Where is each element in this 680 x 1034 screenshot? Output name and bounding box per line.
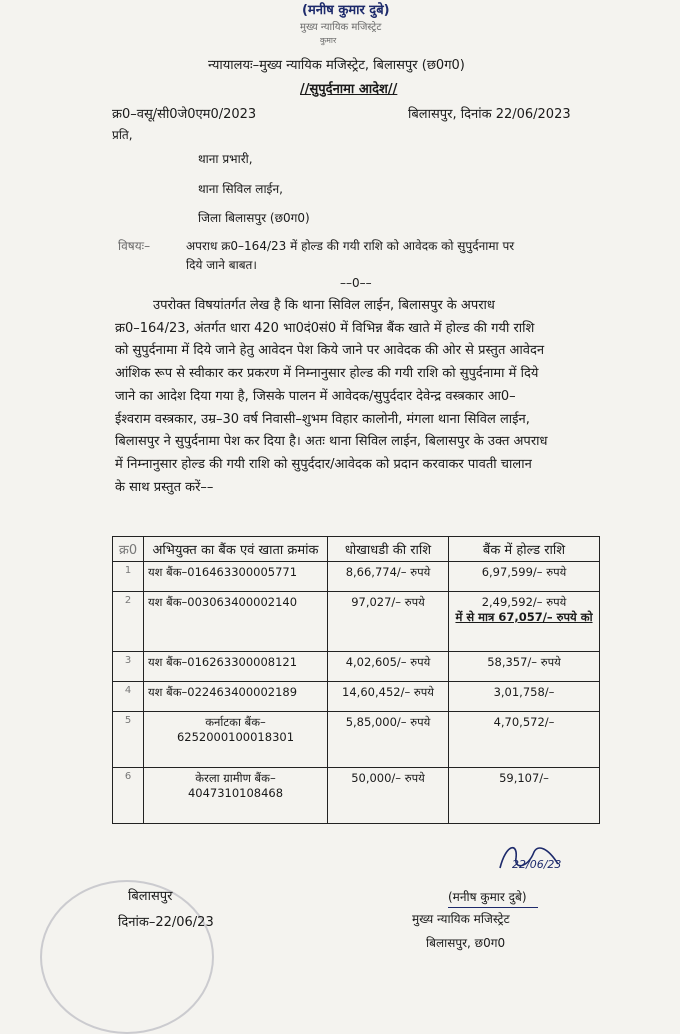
court-seal-stamp xyxy=(40,880,214,1034)
table-row xyxy=(113,652,600,682)
row-serial: 6 xyxy=(113,768,144,824)
header-hold-amount: बैंक में होल्ड राशि xyxy=(449,537,600,562)
reference-number: क्र0–वसू/सी0जे0एम0/2023 xyxy=(112,107,257,122)
row-account: यश बैंक–016263300008121 xyxy=(144,652,328,682)
row-hold-amount: 3,01,758/– xyxy=(449,682,600,712)
sign-post: मुख्य न्यायिक मजिस्ट्रेट xyxy=(412,912,510,926)
row-hold-amount: 58,357/– रुपये xyxy=(449,652,600,682)
small-mark: कुमार xyxy=(320,36,337,45)
table-row xyxy=(113,562,600,592)
header-serial: क्र0 xyxy=(113,537,144,562)
row-serial: 3 xyxy=(113,652,144,682)
recipient-line-1: थाना प्रभारी, xyxy=(198,152,253,166)
header-fraud-amount: धोखाधडी की राशि xyxy=(328,537,449,562)
sign-name: (मनीष कुमार दुबे) xyxy=(448,890,527,904)
row-hold-note: में से मात्र 67,057/– रुपये को xyxy=(455,610,593,624)
body-line: को सुपुर्दनामा में दिये जाने हेतु आवेदन पेश किये जाने पर आवेदक की ओर से प्रस्तुत आवेदन xyxy=(115,343,545,359)
hold-amount-table xyxy=(112,536,600,824)
order-body xyxy=(115,295,595,499)
sign-underline xyxy=(448,906,538,908)
prati-label: प्रति, xyxy=(112,128,133,142)
body-line: के साथ प्रस्तुत करें–– xyxy=(115,479,214,495)
officer-name-header: (मनीष कुमार दुबे) xyxy=(302,3,390,18)
footer-date: दिनांक–22/06/23 xyxy=(118,915,214,930)
body-line: उपरोक्त विषयांतर्गत लेख है कि थाना सिविल लाईन, बिलासपुर के अपराध xyxy=(153,298,495,313)
row-serial: 4 xyxy=(113,682,144,712)
sign-place: बिलासपुर, छ0ग0 xyxy=(426,936,506,950)
row-fraud-amount: 14,60,452/– रुपये xyxy=(328,682,449,712)
body-line: जाने का आदेश दिया गया है, जिसके पालन में आवेदक/सुपुर्ददार देवेन्द्र वस्त्रकार आ0– xyxy=(115,388,516,404)
footer-place: बिलासपुर xyxy=(128,889,173,904)
body-line: क्र0–164/23, अंतर्गत धारा 420 भा0दं0सं0 में विभिन्न बैंक खाते में होल्ड की गयी राशि xyxy=(115,320,535,336)
table-header-row xyxy=(113,537,600,562)
body-line: बिलासपुर ने सुपुर्दनामा पेश कर दिया है। अतः थाना सिविल लाईन, बिलासपुर के उक्त अपराध xyxy=(115,434,548,450)
order-title: //सुपुर्दनामा आदेश// xyxy=(300,82,398,97)
recipient-line-2: थाना सिविल लाईन, xyxy=(198,182,283,196)
place-date: बिलासपुर, दिनांक 22/06/2023 xyxy=(408,107,571,122)
row-hold-amount: 2,49,592/– रुपये xyxy=(481,595,567,609)
row-account: यश बैंक–022463400002189 xyxy=(144,682,328,712)
row-account: केरला ग्रामीण बैंक– 4047310108468 xyxy=(144,768,328,824)
officer-post-header: मुख्य न्यायिक मजिस्ट्रेट xyxy=(300,22,382,33)
row-fraud-amount: 4,02,605/– रुपये xyxy=(328,652,449,682)
row-fraud-amount: 8,66,774/– रुपये xyxy=(328,562,449,592)
subject-line-2: दिये जाने बाबत। xyxy=(186,258,257,272)
table-row xyxy=(113,768,600,824)
subject-line-1: अपराध क्र0–164/23 में होल्ड की गयी राशि को आवेदक को सुपुर्दनामा पर xyxy=(186,239,515,253)
row-hold-cell xyxy=(449,592,600,652)
court-name: न्यायालयः–मुख्य न्यायिक मजिस्ट्रेट, बिलासपुर (छ0ग0) xyxy=(208,58,465,73)
table-row xyxy=(113,592,600,652)
row-fraud-amount: 50,000/– रुपये xyxy=(328,768,449,824)
row-hold-amount: 6,97,599/– रुपये xyxy=(449,562,600,592)
row-hold-amount: 4,70,572/– xyxy=(449,712,600,768)
row-serial: 2 xyxy=(113,592,144,652)
row-hold-amount: 59,107/– xyxy=(449,768,600,824)
row-account: यश बैंक–016463300005771 xyxy=(144,562,328,592)
table-row xyxy=(113,682,600,712)
body-line: में निम्नानुसार होल्ड की गयी राशि को सुपुर्ददार/आवेदक को प्रदान करवाकर पावती चालान xyxy=(115,456,532,472)
header-account: अभियुक्त का बैंक एवं खाता क्रमांक xyxy=(144,537,328,562)
table-row xyxy=(113,712,600,768)
section-divider: ––0–– xyxy=(340,276,372,290)
row-fraud-amount: 5,85,000/– रुपये xyxy=(328,712,449,768)
body-line: ईश्वराम वस्त्रकार, उम्र–30 वर्ष निवासी–शुभम विहार कालोनी, मंगला थाना सिविल लाईन, xyxy=(115,411,530,427)
row-fraud-amount: 97,027/– रुपये xyxy=(328,592,449,652)
subject-label: विषयः– xyxy=(118,239,151,253)
signature-date: 22/06/23 xyxy=(512,858,562,871)
recipient-line-3: जिला बिलासपुर (छ0ग0) xyxy=(198,211,310,225)
row-serial: 5 xyxy=(113,712,144,768)
row-serial: 1 xyxy=(113,562,144,592)
row-account: कर्नाटका बैंक– 6252000100018301 xyxy=(144,712,328,768)
body-line: आंशिक रूप से स्वीकार कर प्रकरण में निम्नानुसार होल्ड की गयी राशि को सुपुर्दनामा में दिये xyxy=(115,366,539,382)
row-account: यश बैंक–003063400002140 xyxy=(144,592,328,652)
